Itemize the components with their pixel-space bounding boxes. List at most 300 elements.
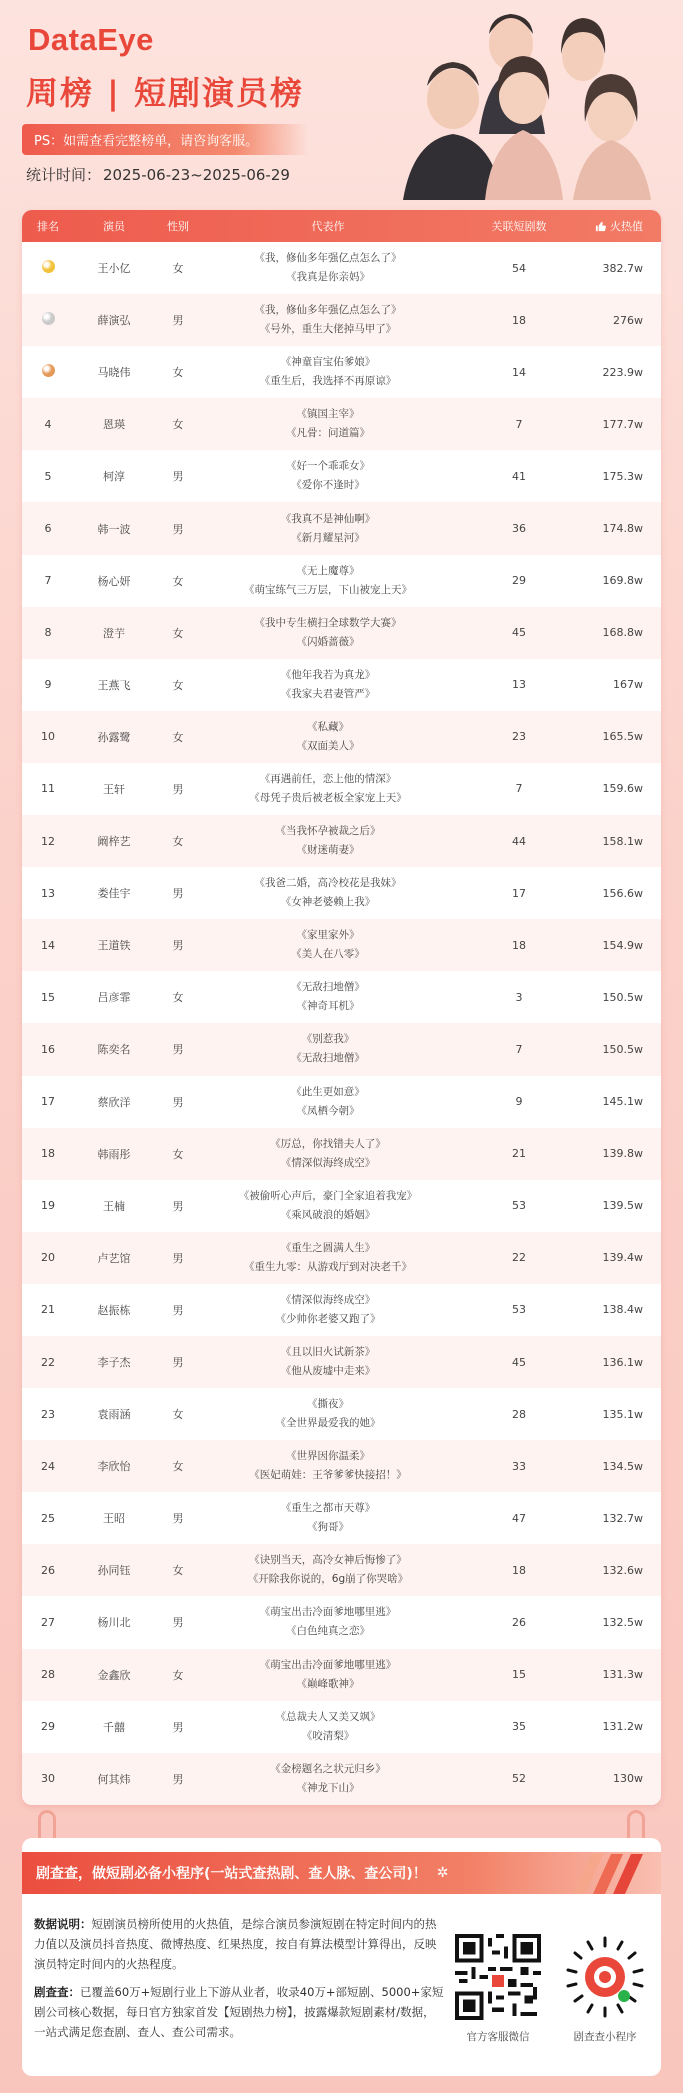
- qr1-label: 官方客服微信: [466, 2031, 530, 2043]
- work-title: 《神奇耳机》: [296, 1000, 360, 1013]
- works-cell: [202, 1708, 454, 1746]
- ps-banner: PS：如需查看完整榜单，请咨询客服。: [22, 124, 308, 155]
- drama-count-cell: 28: [512, 1407, 526, 1421]
- work-title: 《我，修仙多年强亿点怎么了》: [254, 304, 402, 317]
- drama-count-cell: 41: [512, 469, 526, 483]
- gender-cell: 女: [172, 730, 184, 744]
- jcc-label: 剧查查：: [34, 1985, 80, 1999]
- period-text: [24, 164, 290, 185]
- mini-program-code-icon: [562, 1934, 648, 2020]
- drama-count-cell: 44: [512, 834, 526, 848]
- actor-name: 千囍: [103, 1720, 125, 1734]
- rank-cell: 19: [41, 1199, 55, 1213]
- table-row: [22, 555, 661, 607]
- heat-value-cell: 134.5w: [602, 1459, 643, 1473]
- drama-count-cell: 33: [512, 1459, 526, 1473]
- actor-name: 柯淳: [103, 470, 125, 484]
- table-row: [22, 1284, 661, 1336]
- table-row: [22, 242, 661, 294]
- work-title: 《无敌扫地僧》: [291, 981, 365, 994]
- desc-label: 数据说明：: [34, 1917, 92, 1931]
- col-rank-header: 排名: [37, 220, 59, 233]
- gender-cell: 女: [172, 418, 184, 432]
- work-title: 《全世界最爱我的她》: [275, 1417, 381, 1430]
- gold-medal-icon: [42, 260, 55, 273]
- table-row: [22, 1440, 661, 1492]
- works-cell: [202, 1603, 454, 1641]
- heat-value-cell: 175.3w: [602, 469, 643, 483]
- table-row: [22, 502, 661, 554]
- promo-banner[interactable]: [22, 1852, 661, 1894]
- heat-value-cell: 174.8w: [602, 522, 643, 536]
- works-cell: [202, 614, 454, 652]
- thumbs-up-icon: [595, 221, 606, 232]
- heat-value-cell: 139.5w: [602, 1199, 643, 1213]
- heat-value-cell: 130w: [613, 1772, 643, 1786]
- works-cell: [202, 666, 454, 704]
- heat-value-cell: 276w: [613, 313, 643, 327]
- rank-cell: 27: [41, 1615, 55, 1629]
- table-row: [22, 1128, 661, 1180]
- drama-count-cell: 23: [512, 730, 526, 744]
- gender-cell: 女: [172, 1408, 184, 1422]
- works-cell: [202, 353, 454, 391]
- work-title: 《重生之圆满人生》: [280, 1241, 376, 1254]
- drama-count-cell: 14: [512, 365, 526, 379]
- work-title: 《医妃萌娃：王爷爹爹快接招！》: [249, 1469, 407, 1482]
- works-cell: [202, 301, 454, 339]
- work-title: 《萌宝出击冷面爹地哪里逃》: [259, 1658, 397, 1671]
- works-cell: [202, 510, 454, 548]
- rank-cell: 20: [41, 1251, 55, 1265]
- actor-name: 王道铁: [97, 939, 131, 953]
- work-title: 《总裁夫人又美又飒》: [275, 1710, 381, 1723]
- works-cell: [202, 770, 454, 808]
- jcc-text: 已覆盖60万+短剧行业上下游从业者，收录40万+部短剧、5000+家短剧公司核心数据，每日官方独家首发【短剧热力榜】，披露爆款短剧素材/数据，一站式满足您查剧、查人、查公司需求。: [34, 1985, 444, 2039]
- drama-count-cell: 3: [515, 990, 523, 1004]
- col-heat-header: [584, 218, 661, 234]
- rank-cell: 24: [41, 1459, 55, 1473]
- gender-cell: 男: [172, 1251, 184, 1265]
- heat-value-cell: 139.8w: [602, 1147, 643, 1161]
- drama-count-cell: 17: [512, 886, 526, 900]
- works-cell: [202, 1447, 454, 1485]
- heat-value-cell: 145.1w: [602, 1095, 643, 1109]
- rank-cell: 9: [44, 678, 52, 692]
- rank-cell: 7: [44, 574, 52, 588]
- gender-cell: 男: [172, 1356, 184, 1370]
- work-title: 《他从废墟中走来》: [280, 1365, 376, 1378]
- heat-value-cell: 223.9w: [602, 365, 643, 379]
- actor-name: 王楠: [103, 1199, 125, 1213]
- table-row: [22, 1649, 661, 1701]
- actor-name: 赵振栋: [97, 1303, 131, 1317]
- desc-text: 短剧演员榜所使用的火热值，是综合演员参演短剧在特定时间内的热力值以及演员抖音热度、微博热度、红果热度，按自有算法模型计算得出，反映演员特定时间内的火热程度。: [34, 1917, 437, 1971]
- work-title: 《镇国主宰》: [296, 408, 360, 421]
- drama-count-cell: 7: [515, 417, 523, 431]
- table-row: [22, 971, 661, 1023]
- drama-count-cell: 7: [515, 782, 523, 796]
- works-cell: [202, 1343, 454, 1381]
- actor-name: 恩瑛: [103, 418, 125, 432]
- actor-name: 马晓伟: [97, 366, 131, 380]
- drama-count-cell: 22: [512, 1251, 526, 1265]
- silver-medal-icon: [42, 312, 55, 325]
- rank-cell: 6: [44, 522, 52, 536]
- gender-cell: 男: [172, 1720, 184, 1734]
- work-title: 《萌宝出击冷面爹地哪里逃》: [259, 1606, 397, 1619]
- work-title: 《母凭子贵后被老板全家宠上天》: [249, 791, 407, 804]
- works-cell: [202, 1499, 454, 1537]
- table-row: [22, 346, 661, 398]
- actor-name: 孙同钰: [97, 1564, 131, 1578]
- table-row: [22, 1753, 661, 1805]
- work-title: 《情深似海终成空》: [280, 1293, 376, 1306]
- work-title: 《且以旧火试新茶》: [280, 1346, 376, 1359]
- rank-cell: 13: [41, 886, 55, 900]
- rank-cell: 18: [41, 1147, 55, 1161]
- gender-cell: 女: [172, 262, 184, 276]
- gender-cell: 男: [172, 522, 184, 536]
- table-row: [22, 1076, 661, 1128]
- table-row: [22, 919, 661, 971]
- gender-cell: 男: [172, 1303, 184, 1317]
- actor-name: 袁雨涵: [97, 1408, 131, 1422]
- actor-name: 何其炜: [97, 1772, 131, 1786]
- gender-cell: 男: [172, 1512, 184, 1526]
- gender-cell: 女: [172, 991, 184, 1005]
- gender-cell: 女: [172, 1668, 184, 1682]
- rank-cell: 23: [41, 1407, 55, 1421]
- heat-value-cell: 167w: [613, 678, 643, 692]
- table-row: [22, 1232, 661, 1284]
- gender-cell: 女: [172, 835, 184, 849]
- table-row: [22, 711, 661, 763]
- heat-value-cell: 150.5w: [602, 1042, 643, 1056]
- gender-cell: 女: [172, 1460, 184, 1474]
- heat-value-cell: 169.8w: [602, 574, 643, 588]
- drama-count-cell: 35: [512, 1720, 526, 1734]
- table-row: [22, 1596, 661, 1648]
- table-row: [22, 1492, 661, 1544]
- works-cell: [202, 874, 454, 912]
- table-row: [22, 607, 661, 659]
- col-count-header: 关联短剧数: [491, 220, 547, 233]
- work-title: 《凤栖今朝》: [296, 1104, 360, 1117]
- work-title: 《无上魔尊》: [296, 564, 360, 577]
- work-title: 《我真是你亲妈》: [286, 271, 370, 284]
- work-title: 《别惹我》: [301, 1033, 355, 1046]
- work-title: 《少帅你老婆又跑了》: [275, 1312, 381, 1325]
- work-title: 《爱你不逢时》: [291, 479, 365, 492]
- work-title: 《女神老婆赖上我》: [280, 896, 376, 909]
- table-row: [22, 867, 661, 919]
- work-title: 《号外，重生大佬掉马甲了》: [259, 323, 397, 336]
- table-row: [22, 1336, 661, 1388]
- heat-value-cell: 156.6w: [602, 886, 643, 900]
- drama-count-cell: 47: [512, 1511, 526, 1525]
- work-title: 《重生之都市天尊》: [280, 1502, 376, 1515]
- table-row: [22, 450, 661, 502]
- work-title: 《美人在八零》: [291, 948, 365, 961]
- work-title: 《我真不是神仙啊》: [280, 512, 376, 525]
- works-cell: [202, 1760, 454, 1798]
- actor-name: 阚梓艺: [97, 835, 131, 849]
- customer-service-qr[interactable]: [455, 1934, 541, 2044]
- works-cell: [202, 926, 454, 964]
- ranking-table: [22, 210, 661, 1805]
- work-title: 《狗哥》: [307, 1521, 349, 1534]
- heat-value-cell: 131.3w: [602, 1668, 643, 1682]
- mini-program-qr[interactable]: [562, 1934, 648, 2044]
- heat-value-cell: 154.9w: [602, 938, 643, 952]
- work-title: 《重生后，我选择不再原谅》: [259, 375, 397, 388]
- col-heat-label: 火热值: [610, 220, 643, 233]
- rank-cell: 30: [41, 1772, 55, 1786]
- works-cell: [202, 718, 454, 756]
- table-row: [22, 1023, 661, 1075]
- work-title: 《金榜题名之状元归乡》: [270, 1762, 386, 1775]
- rank-cell: 15: [41, 990, 55, 1004]
- rank-cell: 14: [41, 938, 55, 952]
- footer-card: [22, 1838, 661, 2076]
- work-title: 《此生更如意》: [291, 1085, 365, 1098]
- work-title: 《巅峰歌神》: [296, 1677, 360, 1690]
- table-row: [22, 1701, 661, 1753]
- work-title: 《再遇前任，恋上他的情深》: [259, 772, 397, 785]
- table-row: [22, 659, 661, 711]
- actor-name: 杨川北: [97, 1616, 131, 1630]
- heat-value-cell: 131.2w: [602, 1720, 643, 1734]
- rank-cell: 22: [41, 1355, 55, 1369]
- heat-value-cell: 138.4w: [602, 1303, 643, 1317]
- work-title: 《私藏》: [307, 720, 349, 733]
- gender-cell: 女: [172, 1147, 184, 1161]
- rank-cell: 12: [41, 834, 55, 848]
- table-header: [22, 210, 661, 242]
- rank-cell: 5: [44, 469, 52, 483]
- work-title: 《世界因你温柔》: [286, 1450, 370, 1463]
- work-title: 《被偷听心声后，豪门全家追着我宠》: [238, 1189, 418, 1202]
- heat-value-cell: 159.6w: [602, 782, 643, 796]
- drama-count-cell: 52: [512, 1772, 526, 1786]
- actor-name: 杨心妍: [97, 574, 131, 588]
- work-title: 《诀别当天，高冷女神后悔惨了》: [249, 1554, 407, 1567]
- gender-cell: 男: [172, 314, 184, 328]
- rank-cell: 17: [41, 1095, 55, 1109]
- drama-count-cell: 45: [512, 626, 526, 640]
- gender-cell: 男: [172, 1199, 184, 1213]
- work-title: 《乘风破浪的婚姻》: [280, 1208, 376, 1221]
- drama-count-cell: 18: [512, 938, 526, 952]
- works-cell: [202, 1395, 454, 1433]
- drama-count-cell: 9: [515, 1095, 523, 1109]
- drama-count-cell: 54: [512, 261, 526, 275]
- work-title: 《财迷萌妻》: [296, 844, 360, 857]
- rank-cell: 8: [44, 626, 52, 640]
- works-cell: [202, 562, 454, 600]
- works-cell: [202, 978, 454, 1016]
- drama-count-cell: 45: [512, 1355, 526, 1369]
- heat-value-cell: 132.5w: [602, 1615, 643, 1629]
- works-cell: [202, 1030, 454, 1068]
- actor-name: 金鑫欣: [97, 1668, 131, 1682]
- drama-count-cell: 13: [512, 678, 526, 692]
- heat-value-cell: 158.1w: [602, 834, 643, 848]
- works-cell: [202, 1656, 454, 1694]
- actor-name: 韩雨彤: [97, 1147, 131, 1161]
- gender-cell: 男: [172, 470, 184, 484]
- actor-name: 吕彦霏: [97, 991, 131, 1005]
- heat-value-cell: 165.5w: [602, 730, 643, 744]
- work-title: 《咬清梨》: [301, 1729, 355, 1742]
- actor-name: 孙露鹭: [97, 730, 131, 744]
- actor-name: 韩一波: [97, 522, 131, 536]
- period-label: 统计时间：: [26, 166, 102, 184]
- heat-value-cell: 177.7w: [602, 417, 643, 431]
- rank-cell: 4: [44, 417, 52, 431]
- gender-cell: 女: [172, 574, 184, 588]
- works-cell: [202, 249, 454, 287]
- drama-count-cell: 53: [512, 1303, 526, 1317]
- actor-name: 王小亿: [97, 262, 131, 276]
- gender-cell: 男: [172, 1616, 184, 1630]
- promo-text: 剧查查，做短剧必备小程序(一站式查热剧、查人脉、查公司)！: [36, 1866, 427, 1882]
- gender-cell: 男: [172, 782, 184, 796]
- gender-cell: 女: [172, 366, 184, 380]
- drama-count-cell: 7: [515, 1042, 523, 1056]
- work-title: 《凡骨：问道篇》: [286, 427, 370, 440]
- drama-count-cell: 15: [512, 1668, 526, 1682]
- heat-value-cell: 132.7w: [602, 1511, 643, 1525]
- rank-cell: 21: [41, 1303, 55, 1317]
- gender-cell: 男: [172, 1095, 184, 1109]
- work-title: 《好一个乖乖女》: [286, 460, 370, 473]
- actor-name: 娄佳宇: [97, 887, 131, 901]
- actor-name: 王昭: [103, 1512, 125, 1526]
- table-row: [22, 1180, 661, 1232]
- col-works-header: 代表作: [311, 220, 345, 233]
- page-title: 周榜 | 短剧演员榜: [26, 74, 304, 112]
- heat-value-cell: 132.6w: [602, 1563, 643, 1577]
- table-row: [22, 763, 661, 815]
- work-title: 《撕夜》: [307, 1398, 349, 1411]
- actor-name: 陈奕名: [97, 1043, 131, 1057]
- gender-cell: 女: [172, 626, 184, 640]
- works-cell: [202, 457, 454, 495]
- work-title: 《双面美人》: [296, 739, 360, 752]
- work-title: 《我爸二婚，高冷校花是我妹》: [254, 877, 402, 890]
- work-title: 《新月耀星河》: [291, 531, 365, 544]
- drama-count-cell: 18: [512, 1563, 526, 1577]
- rank-medal-cell: [22, 260, 74, 276]
- gender-cell: 女: [172, 678, 184, 692]
- work-title: 《神童盲宝佑爹娘》: [280, 356, 376, 369]
- drama-count-cell: 26: [512, 1615, 526, 1629]
- table-row: [22, 815, 661, 867]
- bronze-medal-icon: [42, 364, 55, 377]
- rank-cell: 29: [41, 1720, 55, 1734]
- work-title: 《我中专生横扫全球数学大赛》: [254, 616, 402, 629]
- gender-cell: 男: [172, 1043, 184, 1057]
- page-header: [0, 0, 683, 205]
- rank-cell: 10: [41, 730, 55, 744]
- drama-count-cell: 36: [512, 522, 526, 536]
- works-cell: [202, 822, 454, 860]
- work-title: 《家里家外》: [296, 929, 360, 942]
- heat-value-cell: 135.1w: [602, 1407, 643, 1421]
- table-row: [22, 1388, 661, 1440]
- works-cell: [202, 1239, 454, 1277]
- work-title: 《我，修仙多年强亿点怎么了》: [254, 252, 402, 265]
- col-actor-header: 演员: [103, 220, 125, 233]
- dataeye-logo: DataEye: [28, 22, 154, 57]
- drama-count-cell: 18: [512, 313, 526, 327]
- work-title: 《重生九零：从游戏厅到对决老千》: [244, 1260, 412, 1273]
- col-gender-header: 性别: [167, 220, 189, 233]
- table-row: [22, 1544, 661, 1596]
- heat-value-cell: 139.4w: [602, 1251, 643, 1265]
- qr-code-icon: [455, 1934, 541, 2020]
- actor-name: 薛演弘: [97, 314, 131, 328]
- works-cell: [202, 1083, 454, 1121]
- work-title: 《萌宝练气三万层，下山被宠上天》: [244, 583, 412, 596]
- work-title: 《白色纯真之恋》: [286, 1625, 370, 1638]
- actor-name: 李欣怡: [97, 1460, 131, 1474]
- rank-cell: 26: [41, 1563, 55, 1577]
- works-cell: [202, 1551, 454, 1589]
- rank-cell: 28: [41, 1668, 55, 1682]
- table-body: [22, 242, 661, 1805]
- gender-cell: 男: [172, 939, 184, 953]
- gender-cell: 女: [172, 1564, 184, 1578]
- drama-count-cell: 21: [512, 1147, 526, 1161]
- rank-cell: 16: [41, 1042, 55, 1056]
- work-title: 《他年我若为真龙》: [280, 668, 376, 681]
- rank-medal-cell: [22, 312, 74, 328]
- gender-cell: 男: [172, 1772, 184, 1786]
- data-description: [34, 1914, 444, 2042]
- actor-name: 卢艺馆: [97, 1251, 131, 1265]
- heat-value-cell: 136.1w: [602, 1355, 643, 1369]
- gender-cell: 男: [172, 887, 184, 901]
- juchacha-logo-icon: [569, 1848, 649, 1898]
- work-title: 《开除我你说的，6g崩了你哭啥》: [247, 1573, 409, 1586]
- actor-name: 王燕飞: [97, 678, 131, 692]
- work-title: 《闪婚蔷薇》: [296, 635, 360, 648]
- actor-name: 李子杰: [97, 1356, 131, 1370]
- works-cell: [202, 1187, 454, 1225]
- drama-count-cell: 53: [512, 1199, 526, 1213]
- actor-name: 蔡欣洋: [97, 1095, 131, 1109]
- drama-count-cell: 29: [512, 574, 526, 588]
- actors-portrait-image: [383, 4, 661, 200]
- table-row: [22, 398, 661, 450]
- heat-value-cell: 382.7w: [602, 261, 643, 275]
- actor-name: 澄芋: [103, 626, 125, 640]
- work-title: 《当我怀孕被裁之后》: [275, 825, 381, 838]
- heat-value-cell: 168.8w: [602, 626, 643, 640]
- rank-medal-cell: [22, 364, 74, 380]
- table-row: [22, 294, 661, 346]
- heat-value-cell: 150.5w: [602, 990, 643, 1004]
- works-cell: [202, 405, 454, 443]
- work-title: 《无敌扫地僧》: [291, 1052, 365, 1065]
- sparkle-icon: ✲: [436, 1865, 449, 1881]
- rank-cell: 25: [41, 1511, 55, 1525]
- works-cell: [202, 1135, 454, 1173]
- actor-name: 王轩: [103, 782, 125, 796]
